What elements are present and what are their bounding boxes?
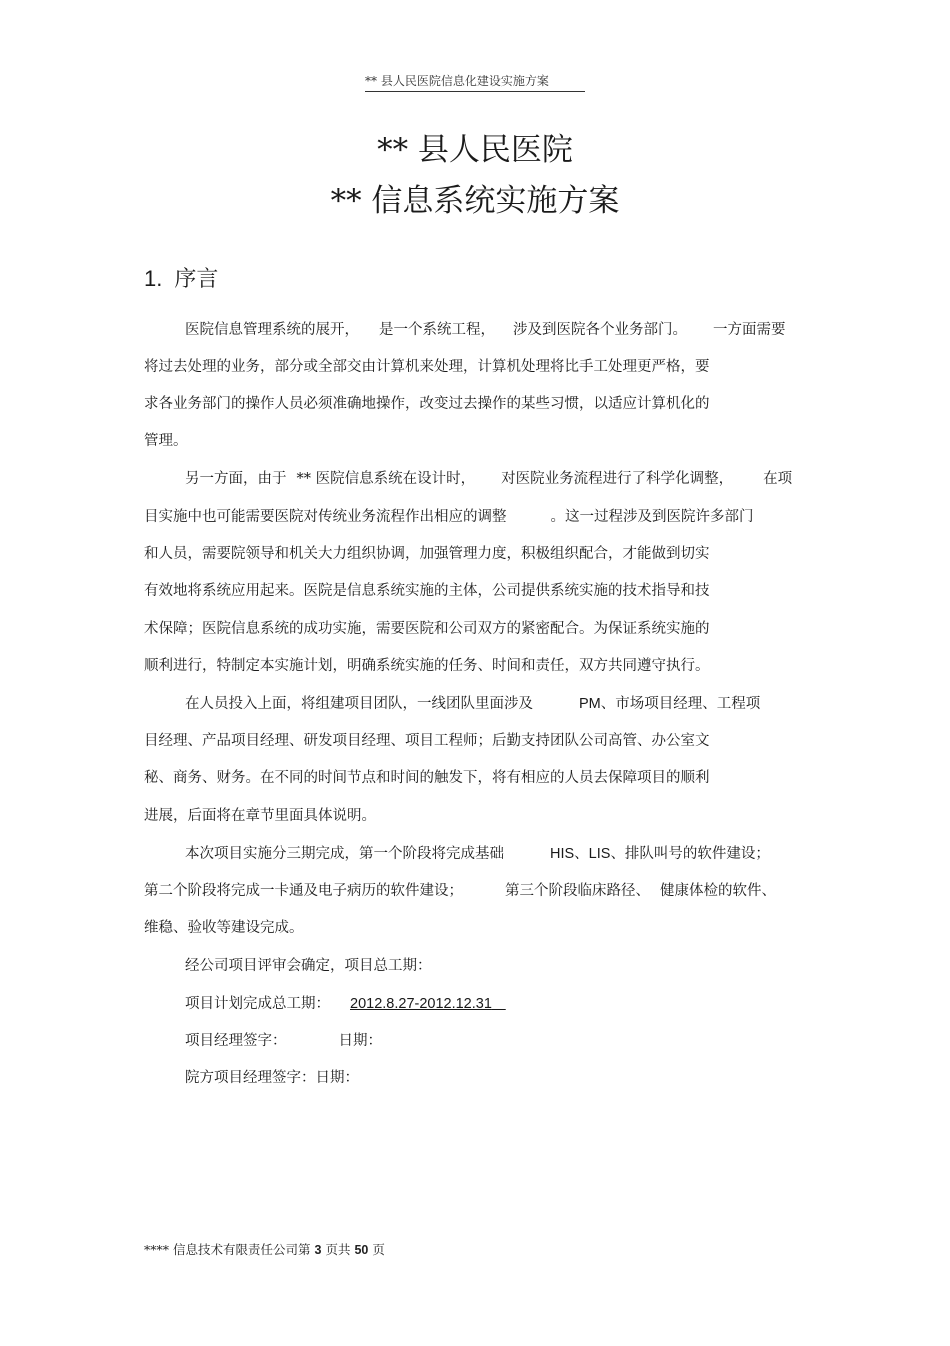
paragraph-5: 经公司项目评审会确定，项目总工期： — [185, 958, 432, 974]
running-header: ** 县人民医院信息化建设实施方案 — [365, 72, 585, 92]
text-run: 目实施中也可能需要医院对传统业务流程作出相应的调整 — [144, 509, 507, 525]
footer-page-mid: 页共 — [325, 1242, 351, 1257]
text-run: 第三个阶段临床路径、 — [505, 883, 650, 899]
schedule-line — [185, 994, 506, 1014]
text-run: 、市场项目经理、工程项 — [600, 696, 761, 712]
hospital-signature-line — [185, 1068, 359, 1088]
document-title-line1: ** 县人民医院 — [377, 132, 573, 168]
footer-page-number: 3 — [314, 1243, 322, 1257]
text-run: 是一个系统工程， — [379, 322, 495, 338]
text-run: 、排队叫号的软件建设； — [610, 846, 770, 862]
paragraph-2-line-3: 和人员，需要院领导和机关大力组织协调，加强管理力度，积极组织配合，才能做到切实 — [144, 546, 710, 562]
text-run: 健康体检的软件、 — [660, 883, 776, 899]
section-heading — [144, 262, 218, 293]
section-title: 序言 — [174, 267, 219, 292]
footer-page-end: 页 — [372, 1242, 385, 1257]
text-run: LIS — [588, 846, 611, 862]
text-run: 涉及到医院各个业务部门。 — [513, 322, 687, 338]
hospital-date-label: 日期： — [315, 1070, 359, 1086]
pm-signature-line — [185, 1031, 382, 1051]
footer-page-total: 50 — [354, 1243, 369, 1257]
paragraph-1-line-4: 管理。 — [144, 433, 188, 449]
paragraph-4-line-2 — [144, 881, 776, 901]
text-run: 、 — [574, 846, 589, 862]
paragraph-2-line-4: 有效地将系统应用起来。医院是信息系统实施的主体，公司提供系统实施的技术指导和技 — [144, 583, 710, 599]
paragraph-4-line-3: 维稳、验收等建设完成。 — [144, 920, 304, 936]
text-run: 另一方面，由于 — [185, 471, 287, 487]
paragraph-1-line-3: 求各业务部门的操作人员必须准确地操作，改变过去操作的某些习惯，以适应计算机化的 — [144, 396, 710, 412]
text-run: PM — [579, 696, 601, 712]
document-title-line2: ** 信息系统实施方案 — [330, 183, 620, 219]
footer-company: **** 信息技术有限责任公司第 — [144, 1242, 311, 1257]
paragraph-2-line-6: 顺利进行，特制定本实施计划，明确系统实施的任务、时间和责任，双方共同遵守执行。 — [144, 658, 710, 674]
text-run: 对医院业务流程进行了科学化调整， — [501, 471, 734, 487]
pm-date-label: 日期： — [338, 1033, 382, 1049]
paragraph-2-line-2 — [144, 507, 754, 527]
section-number: 1. — [144, 266, 163, 291]
text-run: HIS — [550, 846, 575, 862]
paragraph-1-line-2: 将过去处理的业务，部分或全部交由计算机来处理，计算机处理将比手工处理更严格，要 — [144, 359, 710, 375]
paragraph-4-line-1 — [185, 844, 770, 864]
text-run: 在人员投入上面，将组建项目团队，一线团队里面涉及 — [185, 696, 533, 712]
text-run: 第二个阶段将完成一卡通及电子病历的软件建设； — [144, 883, 463, 899]
page-footer — [144, 1240, 385, 1258]
schedule-label: 项目计划完成总工期： — [185, 996, 330, 1012]
text-run: ** 医院信息系统在设计时， — [296, 471, 476, 487]
text-run: 本次项目实施分三期完成，第一个阶段将完成基础 — [185, 846, 504, 862]
schedule-value: 2012.8.27-2012.12.31 — [350, 996, 492, 1012]
paragraph-3-line-2: 目经理、产品项目经理、研发项目经理、项目工程师；后勤支持团队公司高管、办公室文 — [144, 733, 710, 749]
paragraph-2-line-5: 术保障；医院信息系统的成功实施，需要医院和公司双方的紧密配合。为保证系统实施的 — [144, 621, 710, 637]
paragraph-2-line-1 — [185, 469, 792, 489]
paragraph-3-line-1 — [185, 694, 760, 714]
paragraph-3-line-4: 进展，后面将在章节里面具体说明。 — [144, 808, 376, 824]
text-run: 医院信息管理系统的展开， — [185, 322, 359, 338]
text-run: 。这一过程涉及到医院许多部门 — [550, 509, 754, 525]
paragraph-1-line-1 — [185, 320, 786, 340]
paragraph-3-line-3: 秘、商务、财务。在不同的时间节点和时间的触发下，将有相应的人员去保障项目的顺利 — [144, 770, 710, 786]
text-run: 一方面需要 — [713, 322, 786, 338]
text-run: 在项 — [763, 471, 793, 487]
hospital-sign-label: 院方项目经理签字： — [185, 1070, 316, 1086]
pm-sign-label: 项目经理签字： — [185, 1033, 287, 1049]
